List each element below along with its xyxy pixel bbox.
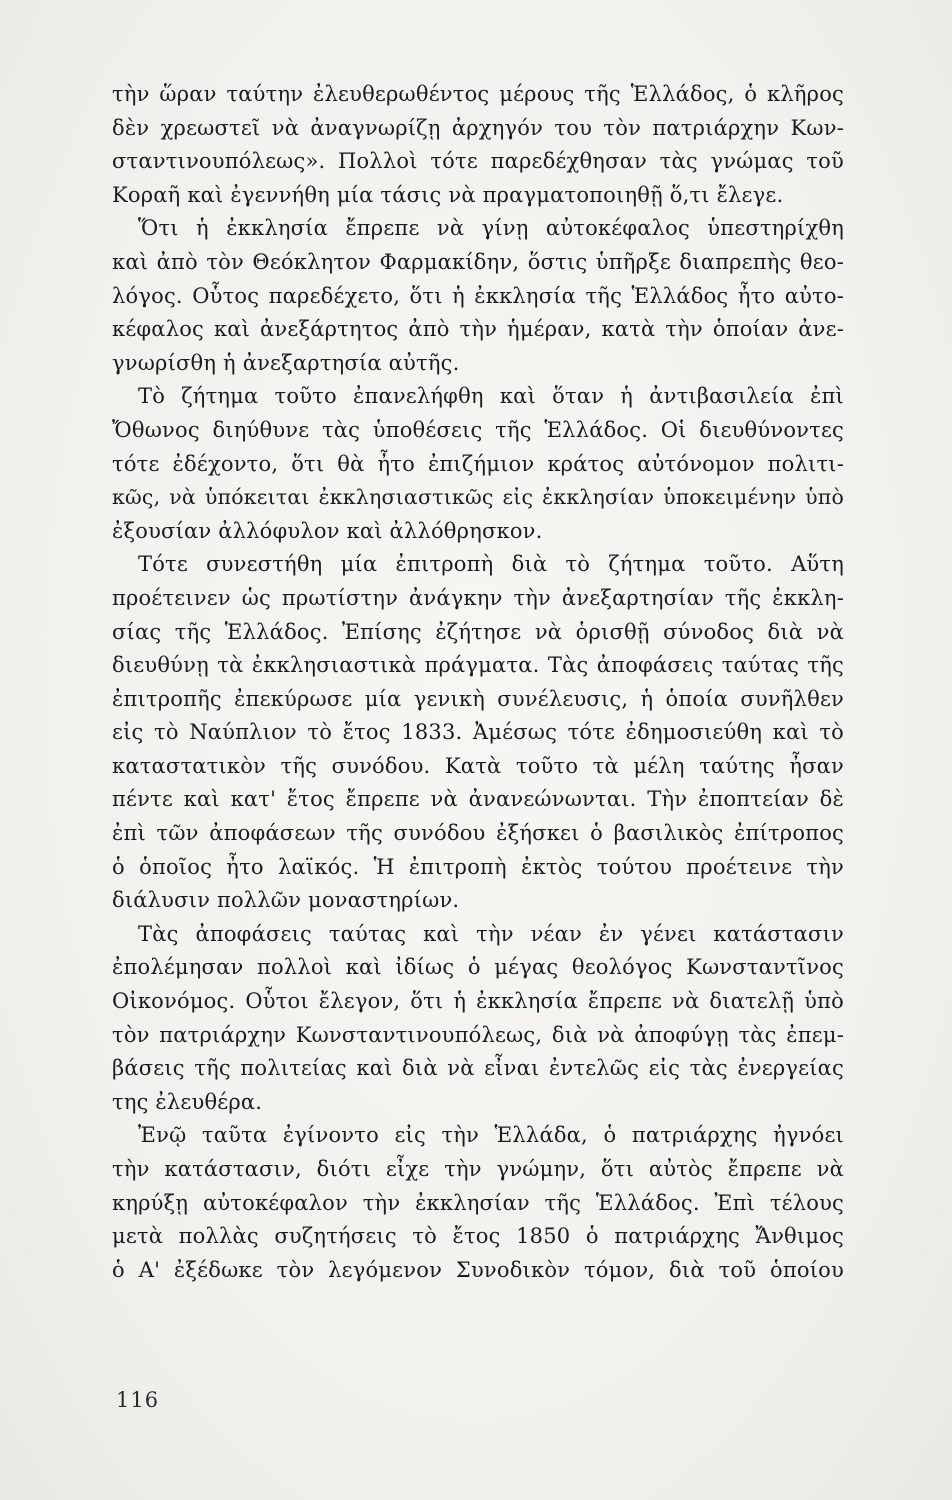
text-line: προέτεινεν ὡς πρωτίστην ἀνάγκην τὴν ἀνεξαρτησίαν τῆς ἐκκλη- xyxy=(112,585,844,610)
text-line: ὁ ὁποῖος ἦτο λαϊκός. Ἡ ἐπιτροπὴ ἐκτὸς τούτου προέτεινε τὴν xyxy=(112,854,844,879)
text-line: γνωρίσθη ἡ ἀνεξαρτησία αὐτῆς. xyxy=(112,350,460,375)
text-line: διευθύνῃ τὰ ἐκκλησιαστικὰ πράγματα. Τὰς ἀποφάσεις ταύτας τῆς xyxy=(112,653,844,678)
text-line: ἐπὶ τῶν ἀποφάσεων τῆς συνόδου ἐξήσκει ὁ βασιλικὸς ἐπίτροπος xyxy=(112,821,844,846)
text-line: λόγος. Οὗτος παρεδέχετο, ὅτι ἡ ἐκκλησία τῆς Ἑλλάδος ἦτο αὐτο- xyxy=(112,283,844,308)
text-line: της ἐλευθέρα. xyxy=(112,1089,263,1114)
text-line: διάλυσιν πολλῶν μοναστηρίων. xyxy=(112,888,460,913)
text-line: ἐξουσίαν ἀλλόφυλον καὶ ἀλλόθρησκον. xyxy=(112,518,543,543)
text-line: Οἰκονόμος. Οὗτοι ἔλεγον, ὅτι ἡ ἐκκλησία ἔπρεπε νὰ διατελῇ ὑπὸ xyxy=(112,989,844,1014)
text-line: Κοραῆ καὶ ἐγεννήθη μία τάσις νὰ πραγματοποιηθῇ ὅ,τι ἔλεγε. xyxy=(112,182,784,207)
body-text xyxy=(112,78,844,1287)
text-line: τὴν κατάστασιν, διότι εἶχε τὴν γνώμην, ὅτι αὐτὸς ἔπρεπε νὰ xyxy=(112,1157,844,1181)
text-line: ὁ Α' ἐξέδωκε τὸν λεγόμενον Συνοδικὸν τόμον, διὰ τοῦ ὁποίου xyxy=(112,1257,844,1282)
text-line: Τὸ ζήτημα τοῦτο ἐπανελήφθη καὶ ὅταν ἡ ἀντιβασιλεία ἐπὶ xyxy=(138,384,844,409)
text-line: Τότε συνεστήθη μία ἐπιτροπὴ διὰ τὸ ζήτημα τοῦτο. Αὕτη xyxy=(138,552,844,577)
text-line: καταστατικὸν τῆς συνόδου. Κατὰ τοῦτο τὰ μέλη ταύτης ἦσαν xyxy=(112,753,844,778)
text-line: Ὄθωνος διηύθυνε τὰς ὑποθέσεις τῆς Ἑλλάδος. Οἱ διευθύνοντες xyxy=(112,417,844,442)
text-line: ἐπιτροπῆς ἐπεκύρωσε μία γενικὴ συνέλευσις, ἡ ὁποία συνῆλθεν xyxy=(112,686,844,711)
text-line: κέφαλος καὶ ἀνεξάρτητος ἀπὸ τὴν ἡμέραν, κατὰ τὴν ὁποίαν ἀνε- xyxy=(112,317,844,342)
text-line: μετὰ πολλὰς συζητήσεις τὸ ἔτος 1850 ὁ πατριάρχης Ἄνθιμος xyxy=(112,1224,844,1249)
text-line: κηρύξῃ αὐτοκέφαλον τὴν ἐκκλησίαν τῆς Ἑλλάδος. Ἐπὶ τέλους xyxy=(112,1190,844,1215)
text-line: καὶ ἀπὸ τὸν Θεόκλητον Φαρμακίδην, ὅστις ὑπῆρξε διαπρεπὴς θεο- xyxy=(112,249,844,274)
text-line: βάσεις τῆς πολιτείας καὶ διὰ νὰ εἶναι ἐντελῶς εἰς τὰς ἐνεργείας xyxy=(112,1056,844,1081)
text-line: τότε ἐδέχοντο, ὅτι θὰ ἦτο ἐπιζήμιον κράτος αὐτόνομον πολιτι- xyxy=(112,451,844,476)
text-line: δὲν χρεωστεῖ νὰ ἀναγνωρίζῃ ἀρχηγόν του τὸν πατριάρχην Κων- xyxy=(112,115,844,140)
text-line: πέντε καὶ κατ' ἔτος ἔπρεπε νὰ ἀνανεώνωνται. Τὴν ἐποπτείαν δὲ xyxy=(112,787,844,812)
text-line: κῶς, νὰ ὑπόκειται ἐκκλησιαστικῶς εἰς ἐκκλησίαν ὑποκειμένην ὑπὸ xyxy=(112,485,844,510)
text-line: Ὅτι ἡ ἐκκλησία ἔπρεπε νὰ γίνῃ αὐτοκέφαλος ὑπεστηρίχθη xyxy=(138,216,844,241)
text-line: τὸν πατριάρχην Κωνσταντινουπόλεως, διὰ νὰ ἀποφύγῃ τὰς ἐπεμ- xyxy=(112,1022,844,1047)
page-number: 116 xyxy=(116,1388,160,1412)
text-line: σταντινουπόλεως». Πολλοὶ τότε παρεδέχθησαν τὰς γνώμας τοῦ xyxy=(112,149,844,174)
text-line: εἰς τὸ Ναύπλιον τὸ ἔτος 1833. Ἀμέσως τότε ἐδημοσιεύθη καὶ τὸ xyxy=(112,720,844,745)
text-line: Τὰς ἀποφάσεις ταύτας καὶ τὴν νέαν ἐν γένει κατάστασιν xyxy=(138,921,844,946)
text-line: τὴν ὥραν ταύτην ἐλευθερωθέντος μέρους τῆς Ἑλλάδος, ὁ κλῆρος xyxy=(112,82,844,106)
text-line: σίας τῆς Ἑλλάδος. Ἐπίσης ἐζήτησε νὰ ὁρισθῇ σύνοδος διὰ νὰ xyxy=(112,619,844,644)
text-line: Ἐνῷ ταῦτα ἐγίνοντο εἰς τὴν Ἑλλάδα, ὁ πατριάρχης ἠγνόει xyxy=(138,1123,844,1148)
text-line: ἐπολέμησαν πολλοὶ καὶ ἰδίως ὁ μέγας θεολόγος Κωνσταντῖνος xyxy=(112,955,844,980)
